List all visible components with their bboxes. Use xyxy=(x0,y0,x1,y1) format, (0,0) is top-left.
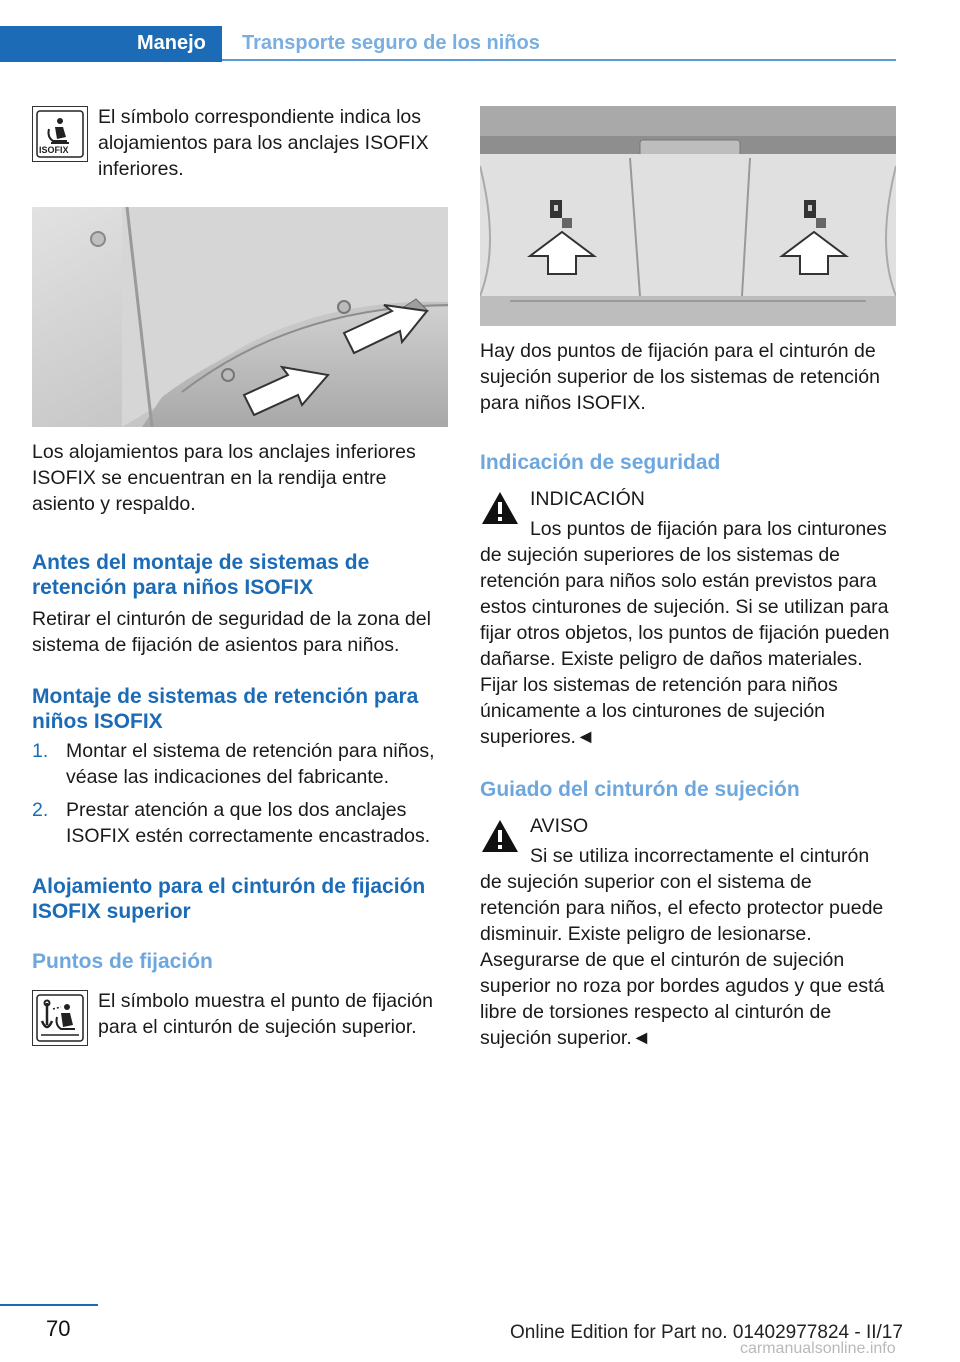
warning-label: AVISO xyxy=(530,815,589,837)
mounting-steps-list xyxy=(32,738,450,856)
list-item xyxy=(32,797,450,849)
two-points-text: Hay dos puntos de fijación para el cinturón de sujeción superior de los sistemas de retención para niños ISOFIX. xyxy=(480,340,880,414)
seat-anchors-photo xyxy=(32,207,448,427)
notice-label: INDICACIÓN xyxy=(530,488,645,510)
heading-belt-guide: Guiado del cinturón de sujeción xyxy=(480,778,800,801)
heading-fixing-points: Puntos de fijación xyxy=(32,950,213,973)
fixing-points-text: El símbolo muestra el punto de fijación para el cinturón de sujeción superior. xyxy=(98,990,433,1038)
heading-upper-anchor: Alojamiento para el cinturón de fijación ISOFIX superior xyxy=(32,875,426,923)
heading-mounting: Montaje de sistemas de retención para niños ISOFIX xyxy=(32,685,419,733)
page-number: 70 xyxy=(46,1316,71,1341)
header-tab-manejo[interactable]: Manejo xyxy=(137,32,206,54)
trunk-anchor-points-photo xyxy=(480,106,896,326)
isofix-symbol-icon xyxy=(32,106,88,162)
step-number: 1. xyxy=(32,740,49,762)
header-section-title[interactable]: Transporte seguro de los niños xyxy=(242,32,540,54)
footer-rule xyxy=(0,1304,98,1306)
notice-text: Los puntos de fijación para los cinturones de sujeción superiores de los sistemas de retención para niños solo están previstos para estos cinturones de sujeción. Si se utilizan para fijar otros objetos, los puntos de fijación pueden dañarse. Existe peligro de daños materiales. Fijar los sistemas de retención para niños únicamente a los cinturones de sujeción superiores.◄ xyxy=(480,518,890,748)
tether-anchor-icon xyxy=(32,990,88,1046)
page-header xyxy=(0,26,896,62)
step-text: Prestar atención a que los dos anclajes ISOFIX estén correctamente encastrados. xyxy=(66,799,431,847)
step-text: Montar el sistema de retención para niños, véase las indicaciones del fabricante. xyxy=(66,740,435,788)
isofix-symbol-text: El símbolo correspondiente indica los alojamientos para los anclajes ISOFIX inferiores. xyxy=(98,106,429,180)
before-mounting-text: Retirar el cinturón de seguridad de la zona del sistema de fijación de asientos para niños. xyxy=(32,608,431,656)
anchors-location-text: Los alojamientos para los anclajes inferiores ISOFIX se encuentran en la rendija entre asiento y respaldo. xyxy=(32,441,416,515)
list-item xyxy=(32,738,450,790)
header-rule xyxy=(222,59,896,61)
warning-text: Si se utiliza incorrectamente el cinturón de sujeción superior con el sistema de retención para niños, el efecto protector puede disminuir. Existe peligro de lesionarse. Asegurarse de que el cinturón de sujeción superior no roza por bordes agudos y que está libre de torsiones respecto al cinturón de sujeción superior.◄ xyxy=(480,845,885,1049)
step-number: 2. xyxy=(32,799,49,821)
isofix-icon-text: ISOFIX xyxy=(39,145,69,155)
heading-before-mounting: Antes del montaje de sistemas de retención para niños ISOFIX xyxy=(32,551,370,599)
heading-safety-notice: Indicación de seguridad xyxy=(480,451,721,474)
edition-text: Online Edition for Part no. 01402977824 - II/17 xyxy=(510,1322,903,1343)
watermark-text: carmanualsonline.info xyxy=(740,1340,896,1357)
